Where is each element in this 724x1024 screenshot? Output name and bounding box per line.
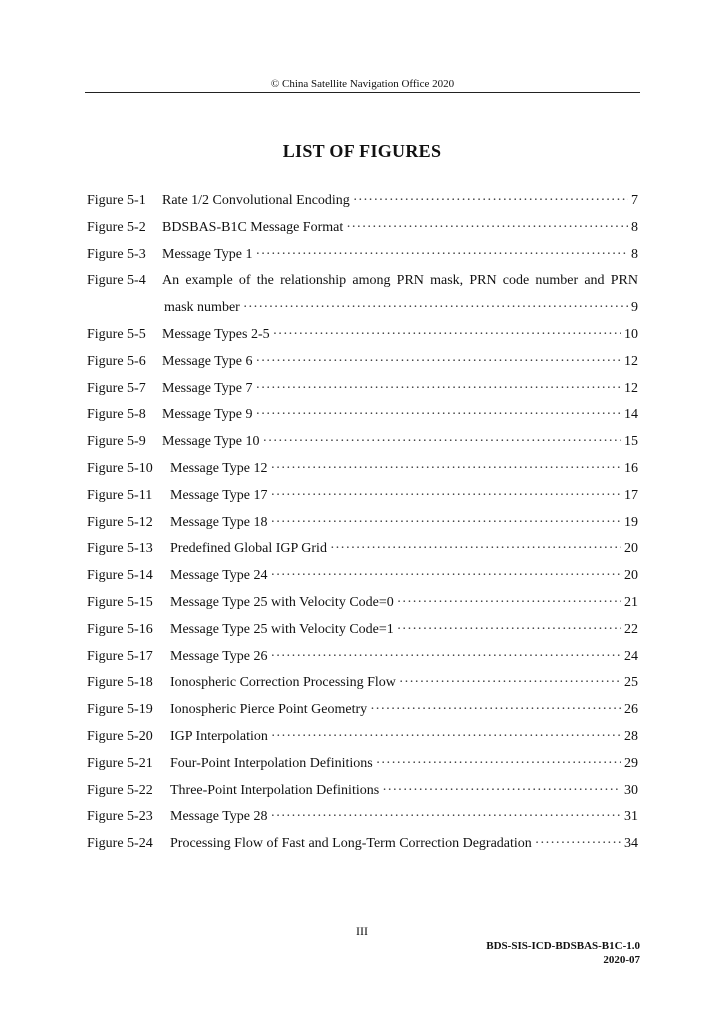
dot-leader [397,594,621,612]
dot-leader [353,192,628,210]
figure-page: 20 [624,568,638,584]
figure-title: IGP Interpolation [170,728,268,744]
figure-page: 12 [624,353,638,369]
dot-leader [271,648,621,666]
figure-title-word: An [162,273,180,289]
figure-number: Figure 5-16 [87,621,153,637]
figure-title: Message Type 18 [170,514,268,530]
toc-entry[interactable] [87,701,638,719]
figure-number: Figure 5-13 [87,541,153,557]
figure-number: Figure 5-20 [87,728,153,744]
figure-list [87,192,638,862]
figure-title [162,272,638,290]
running-header: © China Satellite Navigation Office 2020 [85,78,640,93]
dot-leader [535,835,621,853]
toc-entry[interactable] [87,219,638,237]
figure-title: Three-Point Interpolation Definitions [170,782,380,798]
document-id-block [486,939,640,967]
dot-leader [370,701,621,719]
document-id: BDS-SIS-ICD-BDSBAS-B1C-1.0 [486,940,640,952]
figure-number: Figure 5-6 [87,353,146,369]
figure-number: Figure 5-4 [87,273,146,289]
figure-page: 28 [624,728,638,744]
figure-title: Ionospheric Correction Processing Flow [170,675,396,691]
figure-title: Rate 1/2 Convolutional Encoding [162,193,350,208]
dot-leader [256,246,628,264]
figure-title: Message Type 26 [170,648,268,664]
figure-title: mask number [164,300,240,316]
dot-leader [376,755,621,773]
toc-entry[interactable] [87,380,638,398]
dot-leader [346,219,628,237]
toc-entry[interactable] [87,487,638,505]
toc-entry[interactable] [87,433,638,451]
figure-title: Message Type 12 [170,460,268,476]
figure-number: Figure 5-14 [87,568,153,584]
toc-entry[interactable] [87,192,638,210]
figure-number: Figure 5-11 [87,487,153,503]
toc-entry[interactable] [87,674,638,692]
figure-page: 24 [624,648,638,664]
figure-title: BDSBAS-B1C Message Format [162,219,344,235]
toc-entry[interactable] [87,514,638,532]
figure-title: Predefined Global IGP Grid [170,541,327,557]
figure-title: Processing Flow of Fast and Long-Term Correction Degradation [170,836,532,852]
figure-page: 19 [624,514,638,530]
toc-entry[interactable] [87,272,638,290]
toc-entry[interactable] [87,540,638,558]
figure-title-word: of [238,273,251,289]
figure-title: Ionospheric Pierce Point Geometry [170,702,368,718]
figure-title-word: relationship [280,273,347,289]
figure-number: Figure 5-7 [87,380,146,396]
figure-title: Message Type 25 with Velocity Code=0 [170,594,394,610]
toc-entry[interactable] [87,728,638,746]
toc-entry[interactable] [87,353,638,371]
figure-page: 22 [624,621,638,637]
toc-entry[interactable] [87,755,638,773]
figure-title: Message Type 24 [170,568,268,584]
figure-title-word: number [535,273,579,289]
toc-entry[interactable] [87,808,638,826]
figure-title: Message Type 17 [170,487,268,503]
figure-title-word: and [584,273,605,289]
dot-leader [399,674,621,692]
figure-number: Figure 5-23 [87,809,153,825]
dot-leader [271,460,621,478]
figure-number: Figure 5-24 [87,836,153,852]
dot-leader [382,782,621,800]
figure-number: Figure 5-15 [87,594,153,610]
toc-entry[interactable] [87,567,638,585]
figure-number: Figure 5-22 [87,782,153,798]
figure-number: Figure 5-19 [87,702,153,718]
figure-title: Message Type 25 with Velocity Code=1 [170,621,394,637]
figure-page: 29 [624,755,638,771]
dot-leader [256,380,621,398]
dot-leader [271,808,621,826]
dot-leader [271,487,621,505]
figure-number: Figure 5-17 [87,648,153,664]
document-date: 2020-07 [603,954,640,966]
dot-leader [271,567,621,585]
dot-leader [256,353,621,371]
figure-page: 12 [624,380,638,396]
toc-entry[interactable] [87,594,638,612]
figure-page: 15 [624,434,638,450]
figure-page: 34 [624,836,638,852]
toc-entry[interactable] [87,621,638,639]
dot-leader [330,540,621,558]
toc-entry[interactable] [87,406,638,424]
figure-number: Figure 5-18 [87,675,153,691]
figure-page: 9 [631,300,638,316]
figure-title: Four-Point Interpolation Definitions [170,755,373,771]
dot-leader [271,728,621,746]
figure-title: Message Type 7 [162,380,253,396]
figure-title: Message Types 2-5 [162,326,270,342]
figure-page: 7 [631,193,638,208]
figure-page: 25 [624,675,638,691]
figure-page: 21 [624,594,638,610]
dot-leader [397,621,621,639]
figure-title-word: PRN [469,273,497,289]
figure-page: 8 [631,246,638,262]
figure-title: Message Type 1 [162,246,253,262]
figure-title-word: the [256,273,274,289]
figure-page: 16 [624,460,638,476]
toc-entry[interactable] [87,460,638,478]
figure-number: Figure 5-5 [87,326,146,342]
figure-title-word: mask, [430,273,464,289]
figure-number: Figure 5-10 [87,460,153,476]
toc-entry[interactable] [87,835,638,853]
page-title: LIST OF FIGURES [282,141,442,161]
dot-leader [243,299,628,317]
figure-number: Figure 5-3 [87,246,146,262]
figure-title: Message Type 6 [162,353,253,369]
dot-leader [263,433,621,451]
figure-title-word: PRN [396,273,424,289]
figure-page: 8 [631,219,638,235]
toc-entry[interactable] [87,648,638,666]
figure-title-word: example [185,273,233,289]
figure-page: 10 [624,326,638,342]
figure-title-word: code [502,273,530,289]
toc-entry[interactable] [87,782,638,800]
figure-page: 17 [624,487,638,503]
toc-entry-continuation[interactable] [87,299,638,317]
figure-title: Message Type 28 [170,809,268,825]
page-number: III [356,924,368,938]
figure-number: Figure 5-8 [87,407,146,423]
figure-number: Figure 5-2 [87,219,146,235]
toc-entry[interactable] [87,326,638,344]
figure-number: Figure 5-12 [87,514,153,530]
dot-leader [256,406,621,424]
figure-title: Message Type 9 [162,407,253,423]
figure-number: Figure 5-9 [87,434,146,450]
figure-page: 26 [624,702,638,718]
figure-page: 14 [624,407,638,423]
dot-leader [273,326,621,344]
toc-entry[interactable] [87,246,638,264]
figure-number: Figure 5-1 [87,193,146,208]
dot-leader [271,514,621,532]
figure-title-word: among [352,273,391,289]
figure-title: Message Type 10 [162,434,260,450]
figure-title-word: PRN [610,273,638,289]
figure-number: Figure 5-21 [87,755,153,771]
figure-page: 30 [624,782,638,798]
figure-page: 20 [624,541,638,557]
figure-page: 31 [624,809,638,825]
